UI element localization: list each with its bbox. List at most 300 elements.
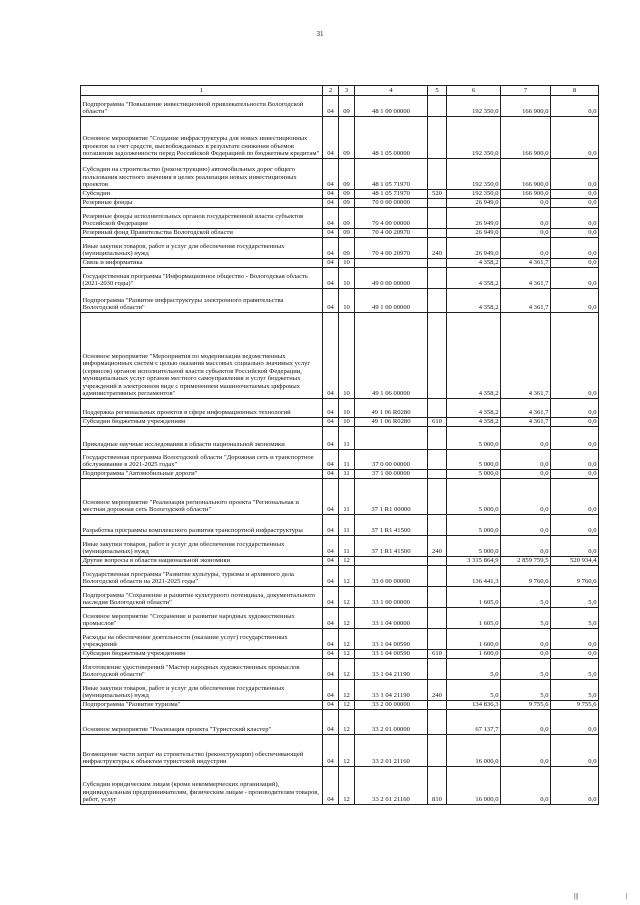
amount-2021-cell: 26 949,0: [447, 229, 501, 238]
target-article-code-cell: 70 0 00 00000: [355, 199, 428, 208]
table-row: [81, 659, 599, 680]
column-header: 4: [355, 86, 428, 96]
section-code-cell: 04: [323, 515, 339, 536]
section-code-cell: 04: [323, 566, 339, 587]
subsection-code-cell: 12: [339, 587, 355, 608]
amount-2022-cell: 0,0: [501, 450, 551, 470]
table-row: [81, 629, 599, 650]
table-row: [81, 268, 599, 289]
expense-type-cell: 610: [428, 418, 447, 427]
table-row: [81, 536, 599, 557]
row-name-cell: Основное мероприятие "Мероприятия по модернизации ведомственных информационных систем с целью оказания массовых социально значимых услуг (сервисов) органов исполнительной власти субъектов Российской Федерации, муниципальных услуг органов местного самоуправления и услуг бюджетных учреждений в электронном виде с применением машиночитаемых цифровых административных регламентов": [81, 313, 323, 399]
amount-2021-cell: 5 000,0: [447, 515, 501, 536]
section-code-cell: 04: [323, 479, 339, 515]
amount-2022-cell: 5,0: [501, 587, 551, 608]
row-name-cell: Субсидии на строительство (реконструкцию) автомобильных дорог общего пользования местного значения в целях реализации новых инвестиционных проектов: [81, 159, 323, 190]
amount-2021-cell: 16 000,0: [447, 735, 501, 767]
amount-2023-cell: 0,0: [551, 159, 599, 190]
amount-2023-cell: 0,0: [551, 399, 599, 418]
column-header: 2: [323, 86, 339, 96]
subsection-code-cell: 11: [339, 450, 355, 470]
amount-2021-cell: 136 441,3: [447, 566, 501, 587]
target-article-code-cell: 33 1 04 21190: [355, 659, 428, 680]
row-name-cell: Иные закупки товаров, работ и услуг для обеспечения государственных (муниципальных) нужд: [81, 238, 323, 259]
amount-2021-cell: 4 358,2: [447, 289, 501, 313]
expense-type-cell: [428, 199, 447, 208]
amount-2022-cell: 166 900,0: [501, 96, 551, 117]
table-row: [81, 515, 599, 536]
page-number: 31: [316, 30, 324, 38]
table-row: [81, 557, 599, 566]
amount-2021-cell: 1 605,0: [447, 608, 501, 629]
target-article-code-cell: 33 1 04 00590: [355, 650, 428, 659]
amount-2021-cell: 26 949,0: [447, 199, 501, 208]
column-header: 1: [81, 86, 323, 96]
amount-2021-cell: 134 836,3: [447, 701, 501, 710]
row-name-cell: Резервный фонд Правительства Вологодской области: [81, 229, 323, 238]
amount-2023-cell: 0,0: [551, 710, 599, 735]
footer-mark: |||: [574, 892, 579, 900]
amount-2021-cell: 67 137,7: [447, 710, 501, 735]
subsection-code-cell: 12: [339, 735, 355, 767]
table-row: [81, 229, 599, 238]
expense-type-cell: [428, 450, 447, 470]
target-article-code-cell: 33 2 01 21160: [355, 735, 428, 767]
subsection-code-cell: 12: [339, 767, 355, 805]
subsection-code-cell: 11: [339, 536, 355, 557]
amount-2023-cell: 0,0: [551, 767, 599, 805]
target-article-code-cell: 48 1 00 00000: [355, 96, 428, 117]
row-name-cell: Подпрограмма "Сохранение и развитие культурного потенциала, документального наследия Вологодской области": [81, 587, 323, 608]
amount-2021-cell: 1 600,0: [447, 629, 501, 650]
target-article-code-cell: 37 1 R1 41500: [355, 515, 428, 536]
target-article-code-cell: 49 0 00 00000: [355, 268, 428, 289]
subsection-code-cell: 09: [339, 117, 355, 159]
row-name-cell: Подпрограмма "Автомобильные дороги": [81, 470, 323, 479]
expense-type-cell: [428, 427, 447, 450]
column-header: 7: [501, 86, 551, 96]
amount-2023-cell: 0,0: [551, 427, 599, 450]
section-code-cell: 04: [323, 735, 339, 767]
amount-2021-cell: 1 600,0: [447, 650, 501, 659]
amount-2022-cell: 0,0: [501, 515, 551, 536]
target-article-code-cell: 49 1 06 R0280: [355, 418, 428, 427]
table-row: [81, 199, 599, 208]
expense-type-cell: [428, 608, 447, 629]
amount-2022-cell: 0,0: [501, 427, 551, 450]
table-row: [81, 587, 599, 608]
section-code-cell: 04: [323, 268, 339, 289]
amount-2022-cell: 9 755,6: [501, 701, 551, 710]
amount-2022-cell: 0,0: [501, 735, 551, 767]
amount-2021-cell: 26 949,0: [447, 238, 501, 259]
table-row: [81, 238, 599, 259]
target-article-code-cell: 33 1 00 00000: [355, 587, 428, 608]
amount-2023-cell: 0,0: [551, 190, 599, 199]
subsection-code-cell: 10: [339, 313, 355, 399]
row-name-cell: Возмещение части затрат на строительство (реконструкцию) обеспечивающей инфраструктуры к объектам туристской индустрии: [81, 735, 323, 767]
subsection-code-cell: 11: [339, 427, 355, 450]
row-name-cell: Субсидии юридическим лицам (кроме некоммерческих организаций), индивидуальным предпринимателям, физическим лицам - производителям товаров, работ, услуг: [81, 767, 323, 805]
subsection-code-cell: 09: [339, 199, 355, 208]
amount-2021-cell: 16 000,0: [447, 767, 501, 805]
section-code-cell: 04: [323, 629, 339, 650]
amount-2021-cell: 4 358,2: [447, 418, 501, 427]
section-code-cell: 04: [323, 238, 339, 259]
row-name-cell: Субсидии бюджетным учреждениям: [81, 650, 323, 659]
subsection-code-cell: 09: [339, 96, 355, 117]
subsection-code-cell: 09: [339, 159, 355, 190]
amount-2021-cell: 5,0: [447, 659, 501, 680]
amount-2023-cell: 0,0: [551, 289, 599, 313]
amount-2023-cell: 0,0: [551, 268, 599, 289]
amount-2023-cell: 5,0: [551, 587, 599, 608]
target-article-code-cell: 48 1 05 71970: [355, 190, 428, 199]
section-code-cell: 04: [323, 470, 339, 479]
table-row: [81, 159, 599, 190]
amount-2022-cell: 0,0: [501, 199, 551, 208]
amount-2022-cell: 4 361,7: [501, 399, 551, 418]
amount-2023-cell: 0,0: [551, 229, 599, 238]
row-name-cell: Резервные фонды исполнительных органов государственной власти субъектов Российской Федерации: [81, 208, 323, 229]
subsection-code-cell: 12: [339, 566, 355, 587]
amount-2022-cell: 0,0: [501, 650, 551, 659]
amount-2021-cell: 4 358,2: [447, 399, 501, 418]
amount-2022-cell: 166 900,0: [501, 117, 551, 159]
amount-2021-cell: 192 350,0: [447, 117, 501, 159]
row-name-cell: Субсидии бюджетным учреждениям: [81, 418, 323, 427]
subsection-code-cell: 10: [339, 268, 355, 289]
section-code-cell: 04: [323, 190, 339, 199]
row-name-cell: Расходы на обеспечение деятельности (оказание услуг) государственных учреждений: [81, 629, 323, 650]
section-code-cell: 04: [323, 259, 339, 268]
table-row: [81, 208, 599, 229]
table-row: [81, 680, 599, 701]
section-code-cell: 04: [323, 701, 339, 710]
amount-2022-cell: 0,0: [501, 479, 551, 515]
section-code-cell: 04: [323, 608, 339, 629]
amount-2023-cell: 0,0: [551, 470, 599, 479]
table-row: [81, 710, 599, 735]
expense-type-cell: 610: [428, 650, 447, 659]
amount-2022-cell: 0,0: [501, 208, 551, 229]
section-code-cell: 04: [323, 229, 339, 238]
target-article-code-cell: 33 1 04 21190: [355, 680, 428, 701]
amount-2021-cell: 5 000,0: [447, 536, 501, 557]
expense-type-cell: [428, 159, 447, 190]
target-article-code-cell: 49 1 00 00000: [355, 289, 428, 313]
section-code-cell: 04: [323, 208, 339, 229]
amount-2022-cell: 9 760,6: [501, 566, 551, 587]
target-article-code-cell: [355, 259, 428, 268]
expense-type-cell: [428, 289, 447, 313]
target-article-code-cell: 33 2 01 21160: [355, 767, 428, 805]
expense-type-cell: [428, 229, 447, 238]
expense-type-cell: [428, 96, 447, 117]
target-article-code-cell: 33 1 04 00000: [355, 608, 428, 629]
subsection-code-cell: 12: [339, 629, 355, 650]
subsection-code-cell: 12: [339, 680, 355, 701]
amount-2023-cell: 5,0: [551, 680, 599, 701]
table-row: [81, 96, 599, 117]
expense-type-cell: [428, 470, 447, 479]
amount-2021-cell: 1 605,0: [447, 587, 501, 608]
section-code-cell: 04: [323, 159, 339, 190]
expense-type-cell: [428, 117, 447, 159]
section-code-cell: 04: [323, 117, 339, 159]
subsection-code-cell: 09: [339, 208, 355, 229]
target-article-code-cell: 33 2 01 00000: [355, 710, 428, 735]
subsection-code-cell: 11: [339, 470, 355, 479]
table-row: [81, 190, 599, 199]
expense-type-cell: 520: [428, 190, 447, 199]
amount-2021-cell: 4 358,2: [447, 259, 501, 268]
row-name-cell: Связь и информатика: [81, 259, 323, 268]
row-name-cell: Государственная программа "Развитие культуры, туризма и архивного дела Вологодской области на 2021-2025 годы": [81, 566, 323, 587]
amount-2021-cell: 4 358,2: [447, 313, 501, 399]
section-code-cell: 04: [323, 587, 339, 608]
table-row: [81, 767, 599, 805]
amount-2022-cell: 0,0: [501, 767, 551, 805]
amount-2022-cell: 0,0: [501, 229, 551, 238]
amount-2022-cell: 5,0: [501, 608, 551, 629]
subsection-code-cell: 11: [339, 479, 355, 515]
amount-2022-cell: 5,0: [501, 680, 551, 701]
amount-2022-cell: 4 361,7: [501, 268, 551, 289]
section-code-cell: 04: [323, 427, 339, 450]
target-article-code-cell: 33 1 04 00590: [355, 629, 428, 650]
table-row: [81, 289, 599, 313]
subsection-code-cell: 11: [339, 515, 355, 536]
section-code-cell: 04: [323, 289, 339, 313]
table-row: [81, 313, 599, 399]
budget-table: [80, 85, 599, 805]
subsection-code-cell: 12: [339, 659, 355, 680]
expense-type-cell: [428, 701, 447, 710]
subsection-code-cell: 09: [339, 229, 355, 238]
section-code-cell: 04: [323, 536, 339, 557]
target-article-code-cell: [355, 557, 428, 566]
table-header-row: [81, 86, 599, 96]
table-row: [81, 650, 599, 659]
column-header: 3: [339, 86, 355, 96]
row-name-cell: Поддержка региональных проектов в сфере информационных технологий: [81, 399, 323, 418]
expense-type-cell: [428, 479, 447, 515]
amount-2022-cell: 166 900,0: [501, 190, 551, 199]
subsection-code-cell: 12: [339, 557, 355, 566]
amount-2021-cell: 5 000,0: [447, 450, 501, 470]
target-article-code-cell: 48 1 05 00000: [355, 117, 428, 159]
subsection-code-cell: 09: [339, 238, 355, 259]
row-name-cell: Основное мероприятие "Создание инфраструктуры для новых инвестиционных проектов за счет средств, высвобождаемых в результате снижения объемов погашения задолженности перед Российской Федерацией по бюджетным кредитам": [81, 117, 323, 159]
target-article-code-cell: 37 1 R1 41500: [355, 536, 428, 557]
expense-type-cell: [428, 566, 447, 587]
row-name-cell: Подпрограмма "Повышение инвестиционной привлекательности Вологодской области": [81, 96, 323, 117]
row-name-cell: Подпрограмма "Развитие туризма": [81, 701, 323, 710]
target-article-code-cell: 49 1 06 R0280: [355, 399, 428, 418]
amount-2022-cell: 0,0: [501, 710, 551, 735]
amount-2022-cell: 4 361,7: [501, 289, 551, 313]
column-header: 6: [447, 86, 501, 96]
amount-2023-cell: 0,0: [551, 629, 599, 650]
row-name-cell: Основное мероприятие "Реализация проекта "Туристский кластер": [81, 710, 323, 735]
column-header: 5: [428, 86, 447, 96]
section-code-cell: 04: [323, 767, 339, 805]
amount-2021-cell: 4 358,2: [447, 268, 501, 289]
section-code-cell: 04: [323, 399, 339, 418]
row-name-cell: Иные закупки товаров, работ и услуг для обеспечения государственных (муниципальных) нужд: [81, 536, 323, 557]
amount-2023-cell: 520 934,4: [551, 557, 599, 566]
amount-2023-cell: 0,0: [551, 650, 599, 659]
row-name-cell: Государственная программа Вологодской области "Дорожная сеть и транспортное обслуживание в 2021-2025 годах": [81, 450, 323, 470]
target-article-code-cell: 70 4 00 20970: [355, 238, 428, 259]
section-code-cell: 04: [323, 557, 339, 566]
table-row: [81, 735, 599, 767]
expense-type-cell: [428, 557, 447, 566]
amount-2021-cell: 26 949,0: [447, 208, 501, 229]
row-name-cell: Прикладные научные исследования в области национальной экономики: [81, 427, 323, 450]
expense-type-cell: 240: [428, 238, 447, 259]
amount-2023-cell: 0,0: [551, 117, 599, 159]
amount-2022-cell: 0,0: [501, 536, 551, 557]
row-name-cell: Разработка программы комплексного развития транспортной инфраструктуры: [81, 515, 323, 536]
table-row: [81, 259, 599, 268]
amount-2022-cell: 0,0: [501, 629, 551, 650]
table-row: [81, 418, 599, 427]
subsection-code-cell: 12: [339, 650, 355, 659]
footer-mark: |: [626, 892, 628, 900]
expense-type-cell: [428, 259, 447, 268]
subsection-code-cell: 10: [339, 259, 355, 268]
row-name-cell: Основное мероприятие "Реализация регионального проекта "Региональная и местная дорожная сеть Вологодской области": [81, 479, 323, 515]
table-row: [81, 479, 599, 515]
section-code-cell: 04: [323, 450, 339, 470]
subsection-code-cell: 09: [339, 190, 355, 199]
row-name-cell: Изготовление удостоверений "Мастер народных художественных промыслов Вологодской области": [81, 659, 323, 680]
expense-type-cell: 240: [428, 536, 447, 557]
amount-2023-cell: 0,0: [551, 96, 599, 117]
section-code-cell: 04: [323, 710, 339, 735]
section-code-cell: 04: [323, 96, 339, 117]
amount-2023-cell: 0,0: [551, 450, 599, 470]
amount-2023-cell: 0,0: [551, 515, 599, 536]
expense-type-cell: [428, 399, 447, 418]
table-row: [81, 427, 599, 450]
target-article-code-cell: 37 1 R1 00000: [355, 479, 428, 515]
amount-2022-cell: 5,0: [501, 659, 551, 680]
target-article-code-cell: 37 1 00 00000: [355, 470, 428, 479]
table-row: [81, 450, 599, 470]
target-article-code-cell: 37 0 00 00000: [355, 450, 428, 470]
row-name-cell: Подпрограмма "Развитие инфраструктуры электронного правительства Вологодской области": [81, 289, 323, 313]
amount-2021-cell: 5,0: [447, 680, 501, 701]
table-row: [81, 117, 599, 159]
expense-type-cell: [428, 659, 447, 680]
section-code-cell: 04: [323, 659, 339, 680]
amount-2023-cell: 0,0: [551, 238, 599, 259]
expense-type-cell: [428, 208, 447, 229]
amount-2023-cell: 0,0: [551, 735, 599, 767]
amount-2022-cell: 0,0: [501, 470, 551, 479]
amount-2022-cell: 0,0: [501, 238, 551, 259]
table-row: [81, 608, 599, 629]
amount-2023-cell: 5,0: [551, 659, 599, 680]
section-code-cell: 04: [323, 313, 339, 399]
amount-2023-cell: 9 760,6: [551, 566, 599, 587]
target-article-code-cell: 70 4 00 00000: [355, 208, 428, 229]
section-code-cell: 04: [323, 650, 339, 659]
amount-2023-cell: 0,0: [551, 479, 599, 515]
table-row: [81, 399, 599, 418]
expense-type-cell: 240: [428, 680, 447, 701]
amount-2022-cell: 166 900,0: [501, 159, 551, 190]
amount-2023-cell: 0,0: [551, 199, 599, 208]
expense-type-cell: [428, 710, 447, 735]
expense-type-cell: 810: [428, 767, 447, 805]
expense-type-cell: [428, 313, 447, 399]
amount-2023-cell: 0,0: [551, 536, 599, 557]
target-article-code-cell: 70 4 00 20970: [355, 229, 428, 238]
subsection-code-cell: 12: [339, 608, 355, 629]
expense-type-cell: [428, 629, 447, 650]
column-header: 8: [551, 86, 599, 96]
table-row: [81, 566, 599, 587]
table-row: [81, 701, 599, 710]
amount-2021-cell: 192 350,0: [447, 159, 501, 190]
subsection-code-cell: 10: [339, 418, 355, 427]
subsection-code-cell: 10: [339, 399, 355, 418]
expense-type-cell: [428, 587, 447, 608]
amount-2021-cell: 5 000,0: [447, 427, 501, 450]
row-name-cell: Субсидии: [81, 190, 323, 199]
amount-2021-cell: 5 000,0: [447, 479, 501, 515]
amount-2021-cell: 3 315 864,9: [447, 557, 501, 566]
amount-2021-cell: 192 350,0: [447, 96, 501, 117]
section-code-cell: 04: [323, 418, 339, 427]
table-row: [81, 470, 599, 479]
amount-2023-cell: 5,0: [551, 608, 599, 629]
target-article-code-cell: 33 2 00 00000: [355, 701, 428, 710]
target-article-code-cell: 48 1 05 71970: [355, 159, 428, 190]
amount-2023-cell: 0,0: [551, 418, 599, 427]
row-name-cell: Другие вопросы в области национальной экономики: [81, 557, 323, 566]
amount-2021-cell: 192 350,0: [447, 190, 501, 199]
target-article-code-cell: 49 1 06 00000: [355, 313, 428, 399]
section-code-cell: 04: [323, 680, 339, 701]
row-name-cell: Резервные фонды: [81, 199, 323, 208]
expense-type-cell: [428, 268, 447, 289]
row-name-cell: Иные закупки товаров, работ и услуг для обеспечения государственных (муниципальных) нужд: [81, 680, 323, 701]
section-code-cell: 04: [323, 199, 339, 208]
expense-type-cell: [428, 735, 447, 767]
amount-2022-cell: 2 859 759,5: [501, 557, 551, 566]
amount-2022-cell: 4 361,7: [501, 313, 551, 399]
amount-2023-cell: 0,0: [551, 208, 599, 229]
amount-2023-cell: 9 755,6: [551, 701, 599, 710]
subsection-code-cell: 12: [339, 701, 355, 710]
target-article-code-cell: 33 0 00 00000: [355, 566, 428, 587]
target-article-code-cell: [355, 427, 428, 450]
expense-type-cell: [428, 515, 447, 536]
amount-2021-cell: 5 000,0: [447, 470, 501, 479]
row-name-cell: Государственная программа "Информационное общество - Вологодская область (2021-2030 годы)": [81, 268, 323, 289]
subsection-code-cell: 12: [339, 710, 355, 735]
amount-2022-cell: 4 361,7: [501, 259, 551, 268]
amount-2023-cell: 0,0: [551, 259, 599, 268]
row-name-cell: Основное мероприятие "Сохранение и развитие народных художественных промыслов": [81, 608, 323, 629]
amount-2022-cell: 4 361,7: [501, 418, 551, 427]
subsection-code-cell: 10: [339, 289, 355, 313]
